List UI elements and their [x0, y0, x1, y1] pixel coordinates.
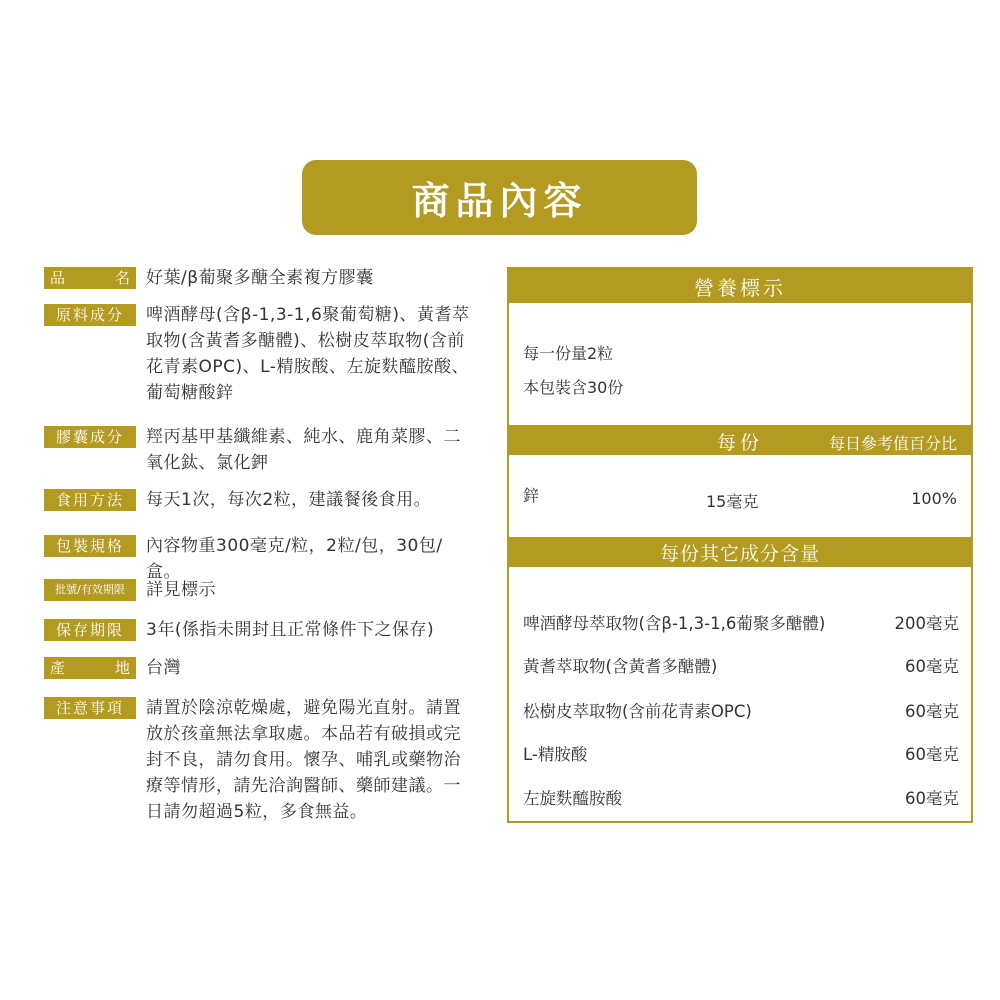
- spec-label: [44, 267, 136, 289]
- ingredient-row: [523, 698, 959, 722]
- spec-label-text: 批號/有效期限: [55, 583, 125, 596]
- nutrient-amount: 15毫克: [706, 492, 759, 511]
- spec-shelf-life: [44, 617, 484, 643]
- ingredient-amount: 60毫克: [905, 702, 959, 721]
- ingredient-name: L-精胺酸: [523, 745, 588, 764]
- ingredient-amount: 200毫克: [894, 614, 959, 633]
- ingredient-amount: 60毫克: [905, 657, 959, 676]
- ingredient-name: 黃耆萃取物(含黃耆多醣體): [523, 657, 718, 676]
- spec-value: 請置於陰涼乾燥處，避免陽光直射。請置放於孩童無法拿取處。本品若有破損或完封不良，請勿食用。懷孕、哺乳或藥物治療等情形，請先洽詢醫師、藥師建議。一日請勿超過5粒，多食無益。: [146, 698, 461, 822]
- ingredient-row: [523, 741, 959, 765]
- spec-label-text-second: 地: [114, 659, 130, 677]
- spec-label-text: 品: [50, 269, 66, 287]
- nutrient-daily: 100%: [911, 489, 957, 508]
- spec-label-text: 注意事項: [55, 699, 124, 717]
- spec-value: 好葉/β葡聚多醣全素複方膠囊: [146, 268, 374, 288]
- spec-label: [44, 489, 136, 511]
- spec-batch: [44, 577, 484, 603]
- spec-capsule: [44, 424, 484, 476]
- nutrition-table: [507, 267, 973, 823]
- spec-value: 羥丙基甲基纖維素、純水、鹿角菜膠、二氧化鈦、氯化鉀: [146, 427, 461, 473]
- spec-label: [44, 304, 136, 326]
- spec-ingredients: [44, 302, 484, 406]
- ingredient-amount: 60毫克: [905, 789, 959, 808]
- ingredient-amount: 60毫克: [905, 745, 959, 764]
- spec-value: 每天1次，每次2粒，建議餐後食用。: [146, 490, 432, 510]
- ingredient-name: 啤酒酵母萃取物(含β-1,3-1,6葡聚多醣體): [523, 614, 826, 633]
- col-daily-value: 每日參考值百分比: [828, 434, 957, 453]
- other-ingredients-header: 每份其它成分含量: [509, 537, 971, 567]
- ingredient-row: [523, 785, 959, 809]
- spec-label-text: 食用方法: [55, 491, 124, 509]
- spec-label-text: 產: [50, 659, 66, 677]
- spec-label-text: 包裝規格: [55, 537, 124, 555]
- ingredient-row: [523, 610, 959, 634]
- spec-label: [44, 535, 136, 557]
- spec-notes: [44, 695, 484, 825]
- spec-product-name: [44, 265, 484, 291]
- spec-label-text: 原料成分: [55, 306, 124, 324]
- spec-usage: [44, 487, 484, 513]
- spec-label: [44, 697, 136, 719]
- nutrient-name: 鋅: [523, 486, 540, 505]
- nutrition-header: 營養標示: [509, 269, 971, 303]
- spec-origin: [44, 655, 484, 681]
- ingredient-row: [523, 653, 959, 677]
- spec-label-text-second: 名: [114, 269, 130, 287]
- column-header-bar: [509, 425, 971, 455]
- spec-value: 內容物重300毫克/粒，2粒/包，30包/盒。: [146, 536, 443, 582]
- spec-value: 台灣: [146, 658, 181, 678]
- spec-label: [44, 426, 136, 448]
- spec-label: [44, 657, 136, 679]
- servings-per-pack: 本包裝含30份: [523, 378, 624, 397]
- ingredient-name: 松樹皮萃取物(含前花青素OPC): [523, 702, 752, 721]
- spec-value: 啤酒酵母(含β-1,3-1,6聚葡萄糖)、黃耆萃取物(含黃耆多醣體)、松樹皮萃取物(含前花青素OPC)、L-精胺酸、左旋麩醯胺酸、葡萄糖酸鋅: [146, 305, 470, 403]
- spec-value: 詳見標示: [146, 580, 216, 600]
- ingredient-name: 左旋麩醯胺酸: [523, 789, 622, 808]
- spec-value: 3年(係指未開封且正常條件下之保存): [146, 620, 435, 640]
- serving-size: 每一份量2粒: [523, 344, 614, 363]
- spec-label-text: 保存期限: [55, 621, 124, 639]
- spec-label: [44, 579, 136, 601]
- spec-label-text: 膠囊成分: [55, 428, 124, 446]
- page-title: 商品內容: [302, 160, 697, 235]
- spec-label: [44, 619, 136, 641]
- col-per-serving: 每份: [717, 432, 764, 454]
